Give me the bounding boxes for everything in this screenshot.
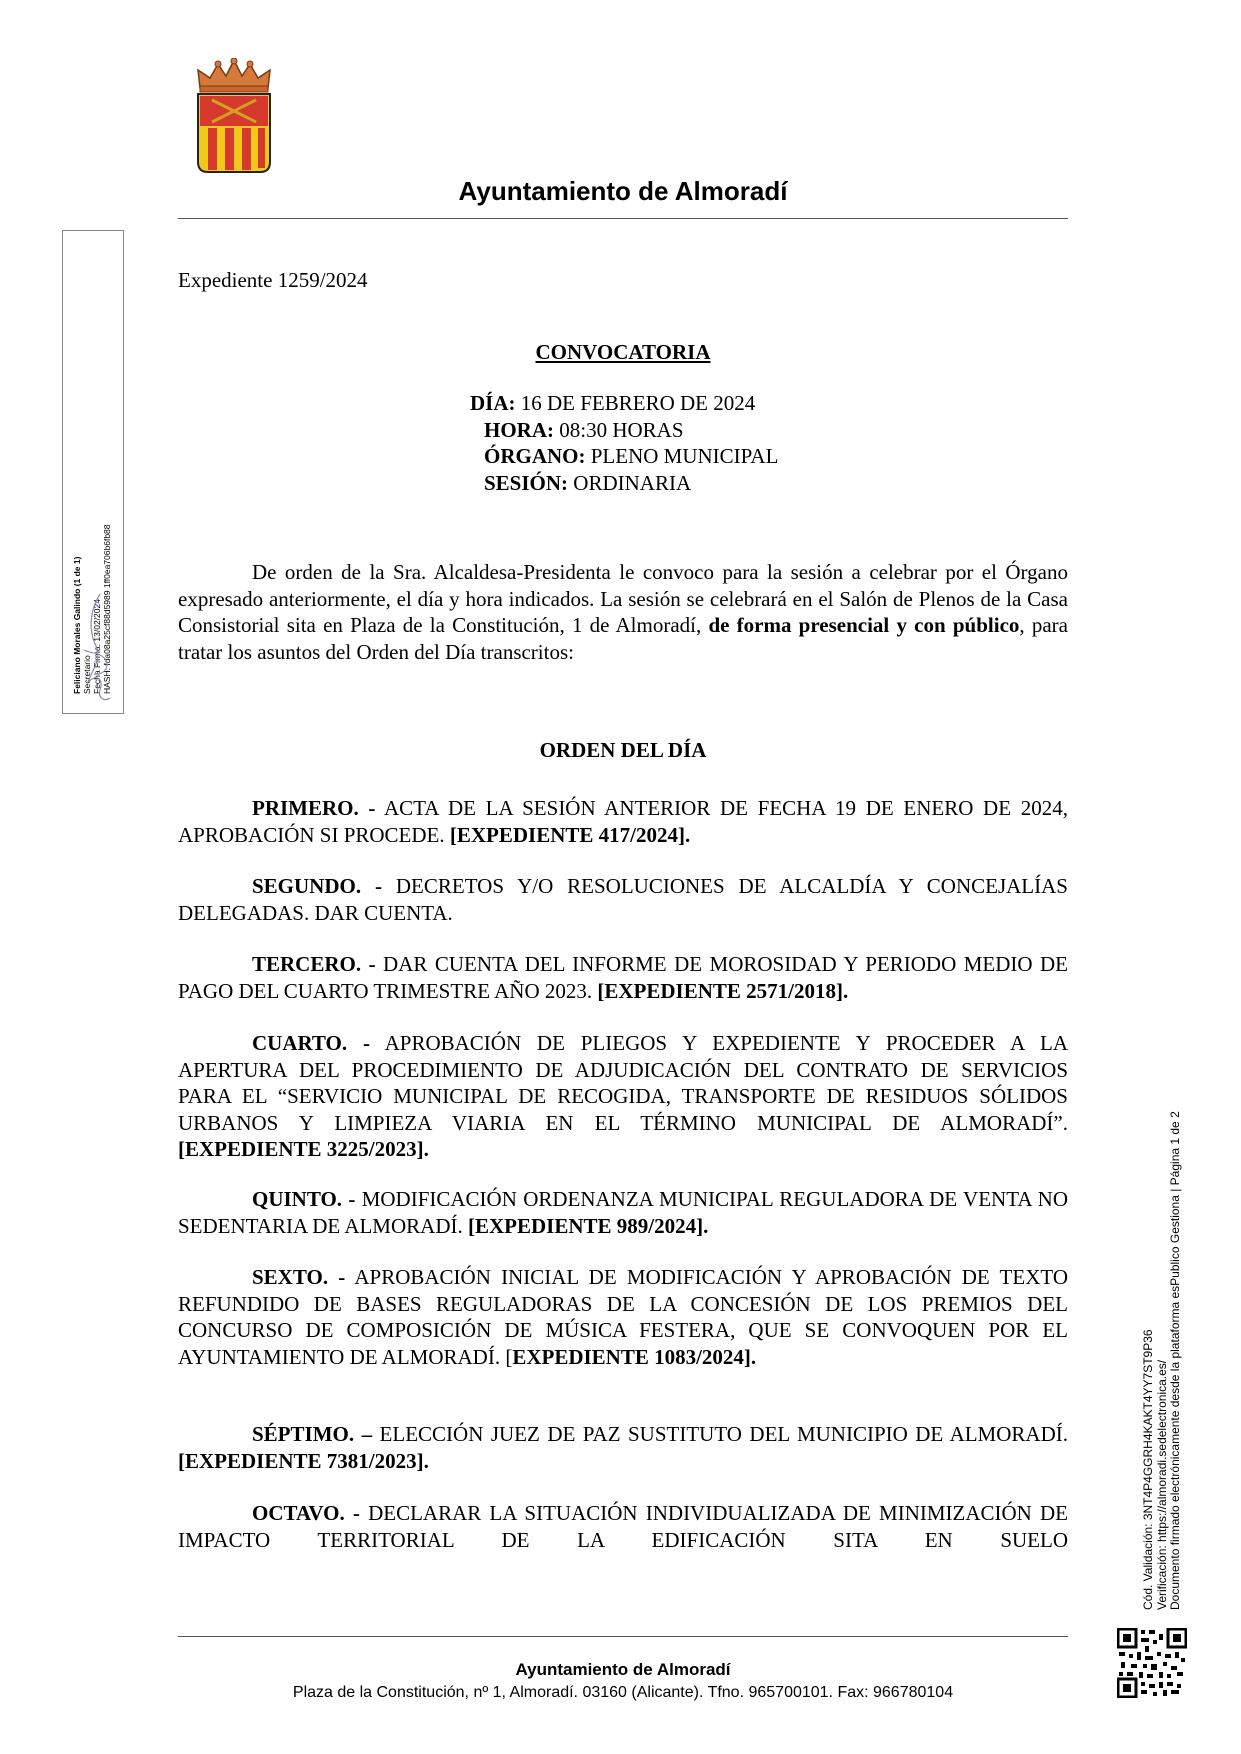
intro-tail: , para tratar los asuntos del Orden del Día transcritos: xyxy=(178,613,1068,664)
day-value: 16 DE FEBRERO DE 2024 xyxy=(515,391,756,415)
agenda-item-text: ELECCIÓN JUEZ DE PAZ SUSTITUTO DEL MUNICIPIO DE ALMORADÍ. xyxy=(372,1422,1068,1446)
agenda-item-text: DAR CUENTA DEL INFORME DE MOROSIDAD Y PERIODO MEDIO DE PAGO DEL CUARTO TRIMESTRE AÑO 2023. xyxy=(178,952,1068,1003)
expediente-number: Expediente 1259/2024 xyxy=(178,268,368,292)
agenda-item-expediente: [EXPEDIENTE 417/2024]. xyxy=(449,822,691,847)
session-hour xyxy=(470,417,870,444)
signature-hash: HASH: fda08a25cf88d5989 1ff0ea706b6fb88 xyxy=(102,524,112,694)
agenda-item-segundo xyxy=(178,873,1068,926)
hour-label: HORA: xyxy=(484,417,554,442)
intro-paragraph xyxy=(178,559,1068,665)
hour-value: 08:30 HORAS xyxy=(554,417,684,442)
signed-notice: Documento firmado electrónicamente desde la plataforma esPublico Gestiona | Página 1 de 2 xyxy=(1167,1111,1182,1610)
footer-address: Plaza de la Constitución, nº 1, Almoradí. 03160 (Alicante). Tfno. 965700101. Fax: 966780104 xyxy=(292,1684,954,1701)
session-value: ORDINARIA xyxy=(568,470,692,495)
agenda-item-expediente: [EXPEDIENTE 2571/2018]. xyxy=(597,978,849,1003)
signer-name: Feliciano Morales Galindo (1 de 1) xyxy=(72,556,82,694)
signer-role: Secretario xyxy=(82,655,92,694)
footer-divider xyxy=(178,1636,1068,1637)
agenda-item-text: DECRETOS Y/O RESOLUCIONES DE ALCALDÍA Y CONCEJALÍAS DELEGADAS. DAR CUENTA. xyxy=(178,874,1068,925)
agenda-item-primero xyxy=(178,795,1068,848)
intro-bold: de forma presencial y con público xyxy=(708,613,1020,637)
header-divider xyxy=(178,218,1068,219)
organ-label: ÓRGANO: xyxy=(484,444,586,468)
session-details xyxy=(470,390,870,496)
agenda-item-expediente: [EXPEDIENTE 3225/2023]. xyxy=(178,1137,429,1161)
agenda-item-label: TERCERO. - xyxy=(252,952,376,976)
qr-code-icon xyxy=(1117,1628,1187,1698)
validation-code: Cód. Validación: 3NT4P4GGRH4KAKT4YY7ST9P36 xyxy=(1140,1329,1155,1610)
session-label: SESIÓN: xyxy=(484,470,569,495)
orden-del-dia-title: ORDEN DEL DÍA xyxy=(539,738,707,762)
agenda-item-septimo xyxy=(178,1421,1068,1474)
municipal-crest-logo xyxy=(194,58,274,174)
footer-title: Ayuntamiento de Almoradí xyxy=(515,1660,731,1679)
validation-stamp-text xyxy=(1142,1090,1183,1610)
agenda-item-text: ACTA DE LA SESIÓN ANTERIOR DE FECHA 19 DE ENERO DE 2024, APROBACIÓN SI PROCEDE. xyxy=(178,796,1068,847)
agenda-item-expediente: [EXPEDIENTE 7381/2023]. xyxy=(178,1448,429,1473)
agenda-item-octavo xyxy=(178,1500,1068,1553)
agenda-item-expediente: [EXPEDIENTE 989/2024]. xyxy=(467,1213,709,1238)
convocatoria-title: CONVOCATORIA xyxy=(535,340,711,364)
agenda-item-label: QUINTO. - xyxy=(252,1187,356,1211)
signature-date: Fecha Firma: 13/02/2024 xyxy=(92,599,102,694)
verification-url: Verificación: https://almoradi.sedelectronica.es/ xyxy=(1154,1359,1169,1610)
agenda-item-tercero xyxy=(178,951,1068,1004)
day-label: DÍA: xyxy=(470,391,516,415)
intro-text: De orden de la Sra. Alcaldesa-Presidenta le convoco para la sesión a celebrar por el Órgano expresado anteriormente, el día y hora indicados. La sesión se celebrará en el Salón de Plenos de la Casa Consistorial sita en Plaza de la Constitución, 1 de Almoradí, xyxy=(178,560,1068,637)
handwritten-signature xyxy=(70,590,120,708)
agenda-item-expediente: EXPEDIENTE 1083/2024]. xyxy=(512,1344,757,1369)
session-type xyxy=(470,470,870,497)
agenda-item-label: CUARTO. - xyxy=(252,1031,370,1055)
header-title: Ayuntamiento de Almoradí xyxy=(458,176,788,206)
session-organ xyxy=(470,443,870,470)
agenda-item-text: DECLARAR LA SITUACIÓN INDIVIDUALIZADA DE MINIMIZACIÓN DE IMPACTO TERRITORIAL DE LA EDIFICACIÓN SITA EN SUELO xyxy=(178,1501,1068,1552)
agenda-item-label: SEGUNDO. - xyxy=(252,874,382,898)
agenda-item-label: PRIMERO. - xyxy=(252,796,376,820)
agenda-item-sexto xyxy=(178,1264,1068,1370)
agenda-item-cuarto xyxy=(178,1030,1068,1163)
agenda-item-text: APROBACIÓN DE PLIEGOS Y EXPEDIENTE Y PROCEDER A LA APERTURA DEL PROCEDIMIENTO DE ADJUDICACIÓN DEL CONTRATO DE SERVICIOS PARA EL “SERVICIO MUNICIPAL DE RECOGIDA, TRANSPORTE DE RESIDUOS SÓLIDOS URBANOS Y LIMPIEZA VIARIA EN EL TÉRMINO MUNICIPAL DE ALMORADÍ”. xyxy=(178,1031,1068,1135)
agenda-item-label: SÉPTIMO. – xyxy=(252,1422,373,1446)
agenda-item-text: APROBACIÓN INICIAL DE MODIFICACIÓN Y APROBACIÓN DE TEXTO REFUNDIDO DE BASES REGULADORAS DE LA CONCESIÓN DE LOS PREMIOS DEL CONCURSO DE COMPOSICIÓN DE MÚSICA FESTERA, QUE SE CONVOQUEN POR EL AYUNTAMIENTO DE ALMORADÍ. [ xyxy=(178,1265,1068,1369)
agenda-item-label: SEXTO. - xyxy=(252,1265,346,1289)
organ-value: PLENO MUNICIPAL xyxy=(585,444,779,468)
agenda-item-text: MODIFICACIÓN ORDENANZA MUNICIPAL REGULADORA DE VENTA NO SEDENTARIA DE ALMORADÍ. xyxy=(178,1187,1069,1238)
session-day xyxy=(470,390,870,417)
agenda-item-quinto xyxy=(178,1186,1068,1239)
agenda-item-label: OCTAVO. - xyxy=(252,1501,360,1525)
